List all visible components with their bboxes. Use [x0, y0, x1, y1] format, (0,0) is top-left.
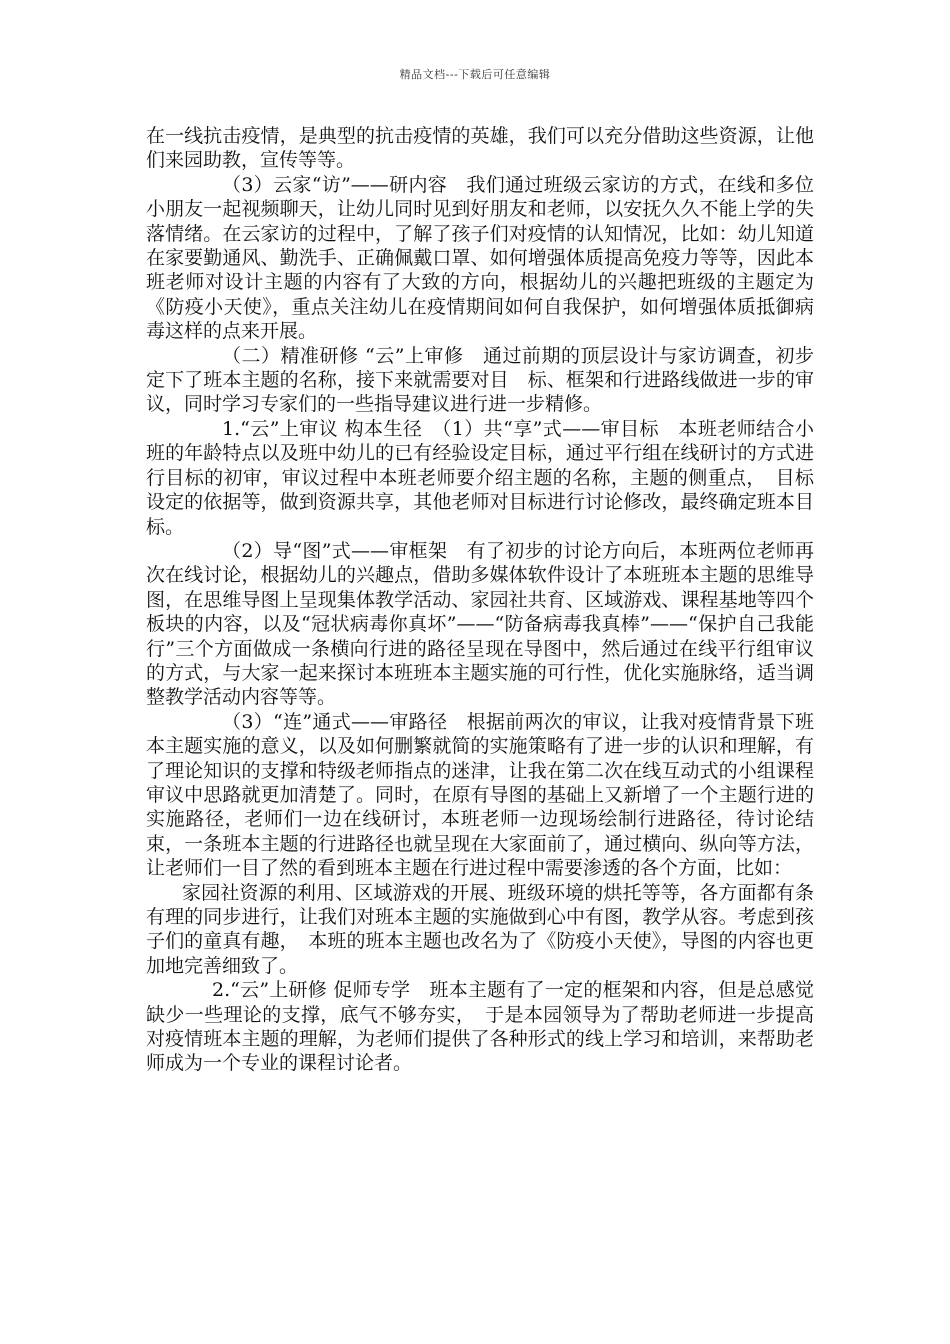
paragraph-review-framework: （2）导“图”式——审框架 有了初步的讨论方向后，本班两位老师再次在线讨论，根据幼儿的兴趣点，借助多媒体软件设计了本班班本主题的思维导图，在思维导图上呈现集体教学活动、家园社共育、区域游戏、课程基地等四个板块的内容，以及“冠状病毒你真坏”——“防备病毒我真棒”——“保护自己我能行”三个方面做成一条横向行进的路径呈现在导图中，然后通过在线平行组审议的方式，与大家一起来探讨本班班本主题实施的可行性，优化实施脉络，适当调整教学活动内容等等。 — [146, 539, 814, 709]
paragraph-continuation: 在一线抗击疫情，是典型的抗击疫情的英雄，我们可以充分借助这些资源，让他们来园助教，宣传等等。 — [146, 125, 814, 172]
document-body — [146, 124, 814, 1076]
paragraph-precise-study: （二）精准研修 “云”上审修 通过前期的顶层设计与家访调查，初步定下了班本主题的名称，接下来就需要对目 标、框架和行进路线做进一步的审议，同时学习专家们的一些指导建议进行进一步精修。 — [146, 344, 814, 416]
paragraph-cloud-training: 2.“云”上研修 促师专学 班本主题有了一定的框架和内容，但是总感觉缺少一些理论的支撑，底气不够夯实， 于是本园领导为了帮助老师进一步提高对疫情班本主题的理解，为老师们提供了各种形式的线上学习和培训，来帮助老师成为一个专业的课程讨论者。 — [146, 979, 814, 1075]
paragraph-cloud-home-visit: （3）云家“访”——研内容 我们通过班级云家访的方式，在线和多位小朋友一起视频聊天，让幼儿同时见到好朋友和老师，以安抚久久不能上学的失落情绪。在云家访的过程中，了解了孩子们对疫情的认知情况，比如：幼儿知道在家要勤通风、勤洗手、正确佩戴口罩、如何增强体质提高免疫力等等，因此本班老师对设计主题的内容有了大致的方向，根据幼儿的兴趣把班级的主题定为《防疫小天使》，重点关注幼儿在疫情期间如何自我保护，如何增强体质抵御病毒这样的点来开展。 — [146, 173, 814, 343]
page-header: 精品文档---下载后可任意编辑 — [399, 68, 551, 81]
paragraph-cloud-review-goals: 1.“云”上审议 构本生径 （1）共“享”式——审目标 本班老师结合小班的年龄特点以及班中幼儿的已有经验设定目标，通过平行组在线研讨的方式进行目标的初审，审议过程中本班老师要介绍主题的名称，主题的侧重点， 目标设定的依据等，做到资源共享，其他老师对目标进行讨论修改，最终确定班本目标。 — [146, 417, 814, 538]
paragraph-review-path: （3）“连”通式——审路径 根据前两次的审议，让我对疫情背景下班本主题实施的意义，以及如何删繁就简的实施策略有了进一步的认识和理解，有了理论知识的支撑和特级老师指点的迷津，让我在第二次在线互动式的小组课程审议中思路就更加清楚了。同时，在原有导图的基础上又新增了一个主题行进的实施路径，老师们一边在线研讨，本班老师一边现场绘制行进路径，待讨论结束，一条班本主题的行进路径也就呈现在大家面前了，通过横向、纵向等方法，让老师们一目了然的看到班本主题在行进过程中需要渗透的各个方面，比如： — [146, 710, 814, 880]
paragraph-resources: 家园社资源的利用、区域游戏的开展、班级环境的烘托等等，各方面都有条有理的同步进行，让我们对班本主题的实施做到心中有图，教学从容。考虑到孩子们的童真有趣， 本班的班本主题也改名为了《防疫小天使》，导图的内容也更加地完善细致了。 — [146, 881, 814, 977]
